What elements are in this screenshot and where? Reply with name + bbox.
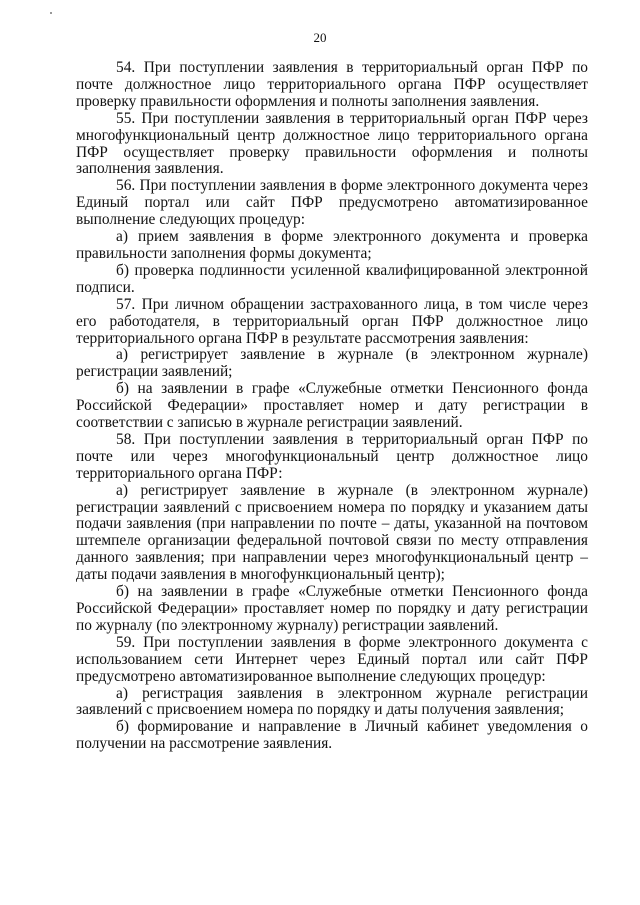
paragraph-56-b: б) проверка подлинности усиленной квалифицированной электронной подписи.: [76, 261, 588, 296]
paragraph-57-b: б) на заявлении в графе «Служебные отметки Пенсионного фонда Российской Федерации» проставляет номер и дату регистрации в соответствии с записью в журнале регистрации заявлений.: [76, 380, 588, 432]
paragraph-55: 55. При поступлении заявления в территориальный орган ПФР через многофункциональный центр должностное лицо территориального органа ПФР осуществляет проверку правильности оформления и полноты заполнения заявления.: [76, 109, 588, 178]
page-number: 20: [313, 30, 327, 45]
paragraph-58: 58. При поступлении заявления в территориальный орган ПФР по почте или через многофункциональный центр должностное лицо территориального органа ПФР:: [76, 430, 588, 482]
paragraph-59-a: а) регистрация заявления в электронном журнале регистрации заявлений с присвоением номера по порядку и даты получения заявления;: [76, 684, 588, 719]
paragraph-54: 54. При поступлении заявления в территориальный орган ПФР по почте должностное лицо территориального органа ПФР осуществляет проверку правильности оформления и полноты заполнения заявления.: [76, 59, 588, 110]
paragraph-59: 59. При поступлении заявления в форме электронного документа с использованием сети Интернет через Единый портал или сайт ПФР предусмотрено автоматизированное выполнение следующих процедур:: [76, 633, 588, 685]
scan-speck: [50, 12, 52, 14]
paragraph-58-b: б) на заявлении в графе «Служебные отметки Пенсионного фонда Российской Федерации» проставляет номер по порядку и дату регистрации по журналу (по электронному журналу) регистрации заявлений.: [76, 583, 588, 634]
paragraph-58-a: а) регистрирует заявление в журнале (в электронном журнале) регистрации заявлений с присвоением номера по порядку и указанием даты подачи заявления (при направлении по почте – даты, указанной на почтовом штемпеле организации федеральной почтовой связи по месту отправления данного заявления; при направлении через многофункциональный центр – даты подачи заявления в многофункциональный центр);: [76, 481, 588, 584]
paragraph-59-b: б) формирование и направление в Личный кабинет уведомления о получении на рассмотрение заявления.: [76, 718, 588, 753]
paragraph-57: 57. При личном обращении застрахованного лица, в том числе через его работодателя, в территориальный орган ПФР должностное лицо территориального органа ПФР в результате рассмотрения заявления:: [76, 295, 588, 347]
document-body: [76, 60, 588, 753]
paragraph-56-a: а) прием заявления в форме электронного документа и проверка правильности заполнения формы документа;: [76, 228, 588, 262]
paragraph-56: 56. При поступлении заявления в форме электронного документа через Единый портал или сайт ПФР предусмотрено автоматизированное выполнение следующих процедур:: [76, 177, 588, 229]
paragraph-57-a: а) регистрирует заявление в журнале (в электронном журнале) регистрации заявлений;: [76, 346, 588, 381]
